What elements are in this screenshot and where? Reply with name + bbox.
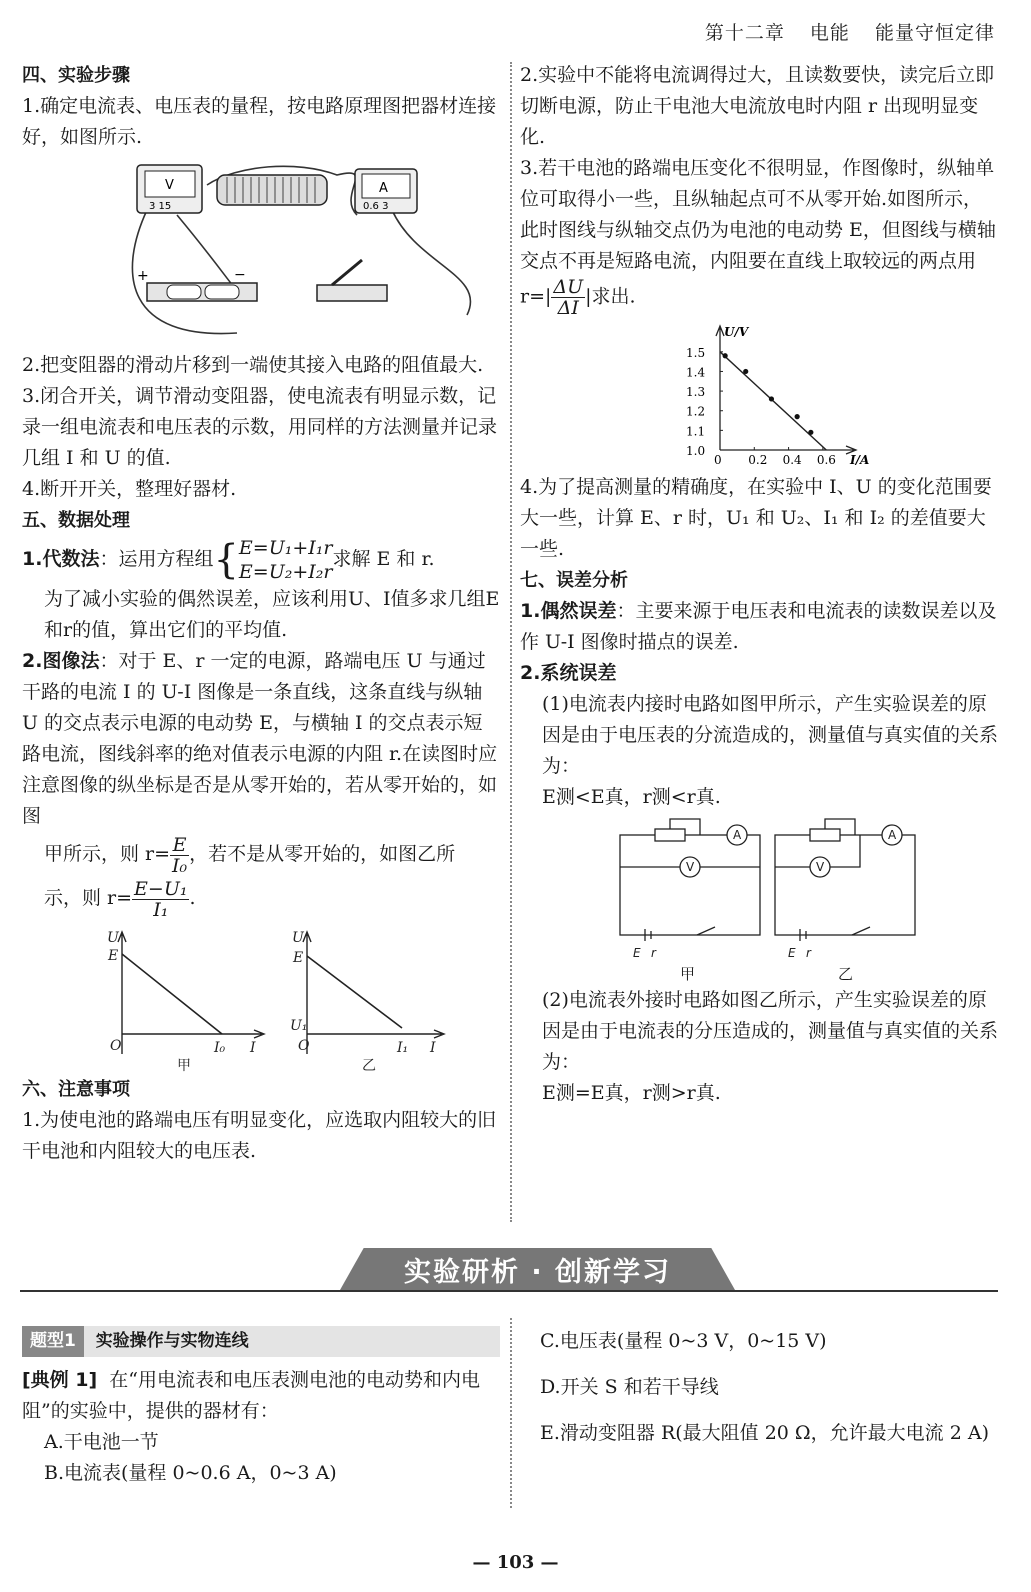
fraction-denominator: I₀	[172, 854, 188, 877]
step-1: 1.确定电流表、电压表的量程，按电路原理图把器材连接好，如图所示.	[22, 95, 497, 148]
step-3: 3.闭合开关，调节滑动变阻器，使电流表有明显示数，记录一组电流表和电压表的示数，用同样的方法测量并记录几组 I 和 U 的值.	[22, 385, 498, 469]
jia-e-label: E	[108, 948, 119, 964]
option-e: E.滑动变阻器 R(最大阻值 20 Ω，允许最大电流 2 A)	[540, 1422, 989, 1444]
circuit-yi-voltmeter: V	[816, 860, 825, 874]
equation-brace: {	[213, 537, 239, 583]
header-title: 能量守恒定律	[874, 22, 995, 44]
x-tick-label: 0.2	[748, 453, 768, 467]
yi-u1-label: U₁	[290, 1018, 308, 1034]
option-d: D.开关 S 和若干导线	[540, 1376, 719, 1398]
right-column	[520, 60, 1000, 1109]
y-tick-label: 1.5	[686, 345, 706, 360]
yi-origin: O	[298, 1038, 310, 1054]
equation-system	[239, 536, 333, 584]
page-header	[687, 18, 995, 45]
column-divider	[510, 62, 512, 1222]
error-circuits	[615, 813, 945, 963]
fraction-numerator: E	[170, 835, 189, 856]
header-section: 电能	[809, 22, 850, 44]
y-axis	[716, 326, 724, 450]
fraction-denominator: I₁	[153, 898, 169, 921]
circuit-yi-ammeter: A	[888, 828, 897, 842]
circuit-jia-r: r	[651, 946, 656, 960]
random-error-head: 1.偶然误差	[520, 600, 617, 622]
data-point	[795, 414, 800, 419]
algebra-note: 为了减小实验的偶然误差，应该利用U、I值多求几组E和r的值，算出它们的平均值.	[44, 588, 500, 641]
graph-text-c: ，若不是从零开始的，如图乙所	[189, 843, 456, 865]
option-b: B.电流表(量程 0~0.6 A，0~3 A)	[44, 1462, 337, 1484]
note-3-tail: |求出.	[585, 285, 636, 308]
fraction-numerator: ΔU	[553, 276, 584, 298]
example-text: 在“用电流表和电压表测电池的电动势和内电阻”的实验中，提供的器材有：	[22, 1369, 481, 1422]
circuit-captions	[520, 963, 1000, 985]
yi-u-label: U	[292, 930, 304, 946]
circuit-jia-ammeter: A	[733, 828, 742, 842]
note-4: 4.为了提高测量的精确度，在实验中 I、U 的变化范围要大一些，计算 E、r 时，U₁ 和 U₂、I₁ 和 I₂ 的差值要大一些.	[520, 476, 992, 560]
voltmeter-label: V	[165, 178, 174, 193]
yi-e-label: E	[293, 950, 304, 966]
left-column	[22, 60, 500, 1167]
note-3-text: 3.若干电池的路端电压变化不很明显，作图像时，纵轴单位可取得小一些，且纵轴起点可不从零开始.如图所示，此时图线与纵轴交点仍为电池的电动势 E，但图线与横轴交点不再是短路电流，内阻要在直线上取较远的两点用 r=|	[520, 157, 996, 308]
bottom-left-column	[22, 1326, 500, 1489]
algebra-text-a: ：运用方程组	[99, 548, 214, 570]
graph-text-a: ：对于 E、r 一定的电源，路端电压 U 与通过干路的电流 I 的 U-I 图像是一条直线，这条直线与纵轴 U 的交点表示电源的电动势 E，与横轴 I 的交点表示短路电流，图线斜率的绝对值表示电源的内阻 r.在读图时应注意图像的纵坐标是否是从零开始的，若从零开始的，如图	[22, 650, 498, 827]
option-c: C.电压表(量程 0~3 V，0~15 V)	[540, 1330, 827, 1352]
algebra-method	[22, 536, 500, 584]
fit-line	[720, 352, 826, 450]
battery-plus: +	[137, 268, 149, 284]
banner-title: 实验研析 · 创新学习	[403, 1257, 672, 1288]
fraction-numerator: E−U₁	[134, 877, 188, 900]
graph-formula-2	[22, 876, 500, 920]
question-type-title: 实验操作与实物连线	[95, 1331, 249, 1351]
u-i-chart	[680, 322, 880, 472]
section-6-title: 六、注意事项	[22, 1079, 130, 1100]
jia-origin: O	[110, 1038, 122, 1054]
system-error-1-relation: E测<E真，r测<r真.	[542, 786, 721, 808]
circuit-yi-e: E	[788, 946, 796, 960]
y-tick-label: 1.0	[686, 444, 706, 458]
yi-i1-label: I₁	[397, 1040, 409, 1056]
circuit-jia-caption: 甲	[680, 965, 696, 983]
jia-i0-label: I₀	[214, 1040, 226, 1056]
equation-1: E=U₁+I₁r	[238, 537, 333, 559]
graph-text-d: 示，则 r=	[44, 887, 133, 909]
algebra-head: 1.代数法	[22, 548, 100, 570]
banner-rule	[20, 1290, 998, 1292]
circuit-jia-voltmeter: V	[686, 860, 695, 874]
algebra-text-b: 求解 E 和 r.	[332, 548, 435, 570]
y-tick-label: 1.4	[686, 365, 706, 380]
random-error	[520, 596, 1000, 658]
note-1: 1.为使电池的路端电压有明显变化，应选取内阻较大的旧干电池和内阻较大的电压表.	[22, 1109, 497, 1162]
graph-formula-1	[22, 832, 500, 876]
step-2: 2.把变阻器的滑动片移到一端使其接入电路的阻值最大.	[22, 354, 484, 376]
x-tick-label: 0	[714, 453, 722, 467]
graph-text-b: 甲所示，则 r=	[44, 843, 171, 865]
graph-method	[22, 646, 500, 832]
system-error-1: (1)电流表内接时电路如图甲所示，产生实验误差的原因是由于电压表的分流造成的，测量值与真实值的关系为：	[542, 693, 999, 777]
jia-caption: 甲	[177, 1058, 191, 1074]
section-5-title: 五、数据处理	[22, 510, 130, 531]
graph-head: 2.图像法	[22, 650, 100, 672]
circuit-photo	[117, 155, 497, 350]
option-a: A.干电池一节	[44, 1431, 159, 1453]
circuit-jia-e: E	[633, 946, 641, 960]
circuit-yi-caption: 乙	[838, 965, 854, 983]
section-banner	[20, 1244, 998, 1296]
circuit-yi-r: r	[806, 946, 811, 960]
graph-text-e: .	[189, 887, 196, 909]
section-7-title: 七、误差分析	[520, 570, 628, 591]
example-1	[22, 1365, 500, 1427]
bottom-right-column	[540, 1318, 1000, 1456]
fraction-e-over-i0	[170, 835, 189, 876]
step-4: 4.断开开关，整理好器材.	[22, 478, 237, 500]
ammeter-label: A	[379, 181, 388, 196]
bottom-column-divider	[510, 1318, 512, 1508]
section-4-title: 四、实验步骤	[22, 65, 130, 86]
yi-caption: 乙	[362, 1058, 376, 1074]
data-point	[808, 430, 813, 435]
yi-i-label: I	[430, 1040, 436, 1056]
note-2: 2.实验中不能将电流调得过大，且读数要快，读完后立即切断电源，防止干电池大电流放电时内阻 r 出现明显变化.	[520, 64, 995, 148]
x-axis-label: I/A	[850, 453, 870, 467]
question-type-tag: 题型1	[22, 1326, 84, 1357]
fraction-e-minus-u1-over-i1	[132, 879, 189, 920]
header-chapter: 第十二章	[704, 22, 785, 44]
y-tick-label: 1.3	[686, 385, 706, 400]
system-error-2: (2)电流表外接时电路如图乙所示，产生实验误差的原因是由于电流表的分压造成的，测量值与真实值的关系为：	[542, 989, 999, 1073]
data-point	[769, 396, 774, 401]
ammeter-range: 0.6 3	[363, 201, 389, 212]
ui-graphs	[22, 924, 492, 1074]
data-point	[743, 369, 748, 374]
x-tick-label: 0.6	[816, 453, 836, 467]
data-point	[723, 353, 728, 358]
fraction-du-over-di	[551, 277, 585, 318]
equation-2: E=U₂+I₂r	[238, 561, 333, 583]
battery-minus: −	[234, 267, 246, 283]
jia-i-label: I	[250, 1040, 256, 1056]
page-number: — 103 —	[472, 1552, 559, 1573]
fraction-denominator: ΔI	[557, 297, 579, 319]
y-tick-label: 1.2	[686, 404, 706, 419]
jia-u-label: U	[107, 930, 119, 946]
random-error-text: ：主要来源于电压表和电流表的读数误差以及作 U-I 图像时描点的误差.	[520, 600, 997, 653]
note-3	[520, 153, 1000, 318]
system-error-2-relation: E测=E真，r测>r真.	[542, 1082, 721, 1104]
system-error-head: 2.系统误差	[520, 662, 617, 684]
x-tick-label: 0.4	[782, 453, 802, 467]
y-tick-label: 1.1	[686, 424, 706, 439]
voltmeter-range: 3 15	[149, 201, 172, 212]
question-type-bar	[22, 1326, 500, 1357]
y-axis-label: U/V	[724, 325, 749, 339]
example-head: [典例 1]	[22, 1369, 98, 1391]
